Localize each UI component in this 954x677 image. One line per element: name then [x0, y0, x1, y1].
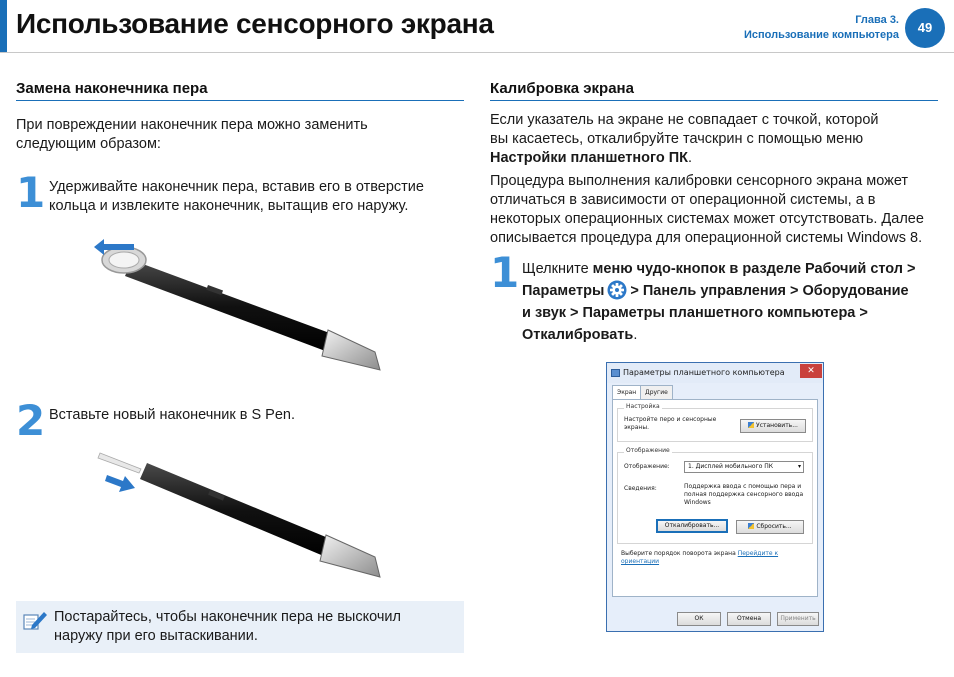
pen-tip-cap — [322, 330, 380, 370]
step-number: 1 — [16, 168, 46, 217]
gear-icon — [607, 280, 627, 300]
tab-screen[interactable]: Экран — [612, 385, 641, 400]
tab-other[interactable]: Другие — [640, 385, 673, 399]
dialog-panel — [612, 399, 818, 597]
dialog-title: Параметры планшетного компьютера — [623, 368, 785, 377]
pen-body — [140, 463, 333, 557]
display-select[interactable] — [684, 461, 804, 473]
note-text-line: наружу при его вытаскивании. — [54, 628, 258, 644]
punctuation: . — [688, 150, 693, 166]
chapter-number: Глава 3. — [855, 14, 899, 26]
chapter-label — [744, 13, 899, 43]
step-text-line: кольца и извлеките наконечник, вытащив его наружу. — [49, 198, 409, 214]
menu-path: меню чудо-кнопок в разделе Рабочий стол > — [592, 261, 916, 277]
punctuation: . — [633, 327, 638, 343]
pen-ring-illustration — [90, 230, 390, 380]
paragraph-line — [490, 149, 879, 168]
step-text-line: Удерживайте наконечник пера, вставив его в отверстие — [49, 179, 424, 195]
left-intro — [16, 116, 368, 154]
info-line: полная поддержка сенсорного ввода — [684, 491, 804, 498]
info-line: Поддержка ввода с помощью пера и — [684, 483, 802, 490]
rotation-link[interactable]: Перейдите к — [737, 550, 779, 557]
button-label: Сбросить... — [756, 523, 792, 530]
group-label: Отображение — [626, 447, 670, 454]
paragraph-line: описывается процедура для операционной системы Windows 8. — [490, 230, 923, 246]
chevron-down-icon: ▾ — [797, 463, 801, 470]
step-text-line — [522, 324, 916, 346]
cancel-button[interactable]: Отмена — [727, 612, 771, 626]
display-group — [617, 447, 813, 544]
info-label: Сведения: — [624, 485, 657, 492]
step-number: 1 — [490, 248, 520, 297]
left-intro-line: следующим образом: — [16, 136, 161, 152]
right-paragraph-1 — [490, 111, 879, 168]
chapter-name: Использование компьютера — [743, 29, 899, 41]
menu-path: > Панель управления > Оборудование — [630, 283, 909, 299]
menu-name: Настройки планшетного ПК — [490, 150, 689, 166]
step-number: 2 — [16, 396, 46, 445]
removal-ring-hole — [109, 252, 139, 268]
note-pencil-icon — [22, 609, 48, 633]
step-text-line — [522, 258, 916, 280]
note-text — [54, 608, 401, 646]
group-label: Настройка — [626, 403, 660, 410]
note-box — [16, 601, 464, 653]
apply-button[interactable]: Применить — [777, 612, 819, 626]
close-button[interactable]: ✕ — [800, 364, 822, 378]
button-label: Установить... — [756, 422, 798, 429]
new-pen-tip — [98, 453, 141, 473]
pen-tip-cap — [320, 535, 380, 577]
rotation-hint-line — [621, 550, 778, 558]
step-text-line — [522, 280, 916, 302]
rotation-link[interactable]: ориентации — [621, 558, 660, 565]
page-number: 49 — [905, 8, 945, 48]
app-icon — [611, 369, 620, 377]
setup-group — [617, 403, 813, 442]
setup-button[interactable] — [740, 419, 806, 433]
paragraph-line: вы касаетесь, откалибруйте тачскрин с помощью меню — [490, 131, 864, 147]
step-text: Вставьте новый наконечник в S Pen. — [49, 407, 296, 423]
step-prefix: Щелкните — [522, 261, 593, 277]
step-text — [522, 258, 916, 346]
left-section-heading: Замена наконечника пера — [16, 80, 464, 101]
left-intro-line: При повреждении наконечник пера можно заменить — [16, 117, 368, 133]
uac-shield-icon — [748, 422, 754, 428]
header-divider — [0, 52, 954, 53]
step-text — [49, 178, 424, 216]
paragraph-line: Процедура выполнения калибровки сенсорного экрана может — [490, 173, 909, 189]
step-text-line — [522, 302, 916, 324]
description-line: экраны. — [624, 424, 649, 431]
rotation-text: Выберите порядок поворота экрана — [621, 550, 736, 557]
reset-button[interactable] — [736, 520, 804, 534]
display-label: Отображение: — [624, 463, 670, 470]
display-value: 1. Дисплей мобильного ПК — [688, 463, 774, 470]
info-line: Windows — [684, 499, 711, 506]
menu-path: и звук > Параметры планшетного компьютера > — [522, 305, 868, 321]
direction-arrow-icon — [105, 475, 135, 492]
info-text — [684, 483, 803, 507]
menu-path: Параметры — [522, 283, 605, 299]
page-title: Использование сенсорного экрана — [16, 8, 494, 39]
calibrate-button[interactable]: Откалибровать... — [656, 519, 728, 533]
pen-insert-illustration — [95, 445, 390, 585]
paragraph-line: Если указатель на экране не совпадает с точкой, которой — [490, 112, 879, 128]
menu-path: Откалибровать — [522, 327, 634, 343]
right-paragraph-2 — [490, 172, 924, 248]
rotation-hint — [621, 550, 778, 566]
header-accent-bar — [0, 0, 7, 52]
dialog-titlebar — [607, 363, 823, 383]
paragraph-line: некоторых операционных системах может отсутствовать. Далее — [490, 211, 924, 227]
paragraph-line: отличаться в зависимости от операционной системы, а в — [490, 192, 876, 208]
note-text-line: Постарайтесь, чтобы наконечник пера не выскочил — [54, 609, 401, 625]
ok-button[interactable]: ОК — [677, 612, 721, 626]
right-section-heading: Калибровка экрана — [490, 80, 938, 101]
setup-description — [624, 416, 716, 432]
uac-shield-icon — [748, 523, 754, 529]
pen-body — [125, 260, 335, 352]
description-line: Настройте перо и сенсорные — [624, 416, 717, 423]
tablet-settings-dialog — [606, 362, 824, 632]
